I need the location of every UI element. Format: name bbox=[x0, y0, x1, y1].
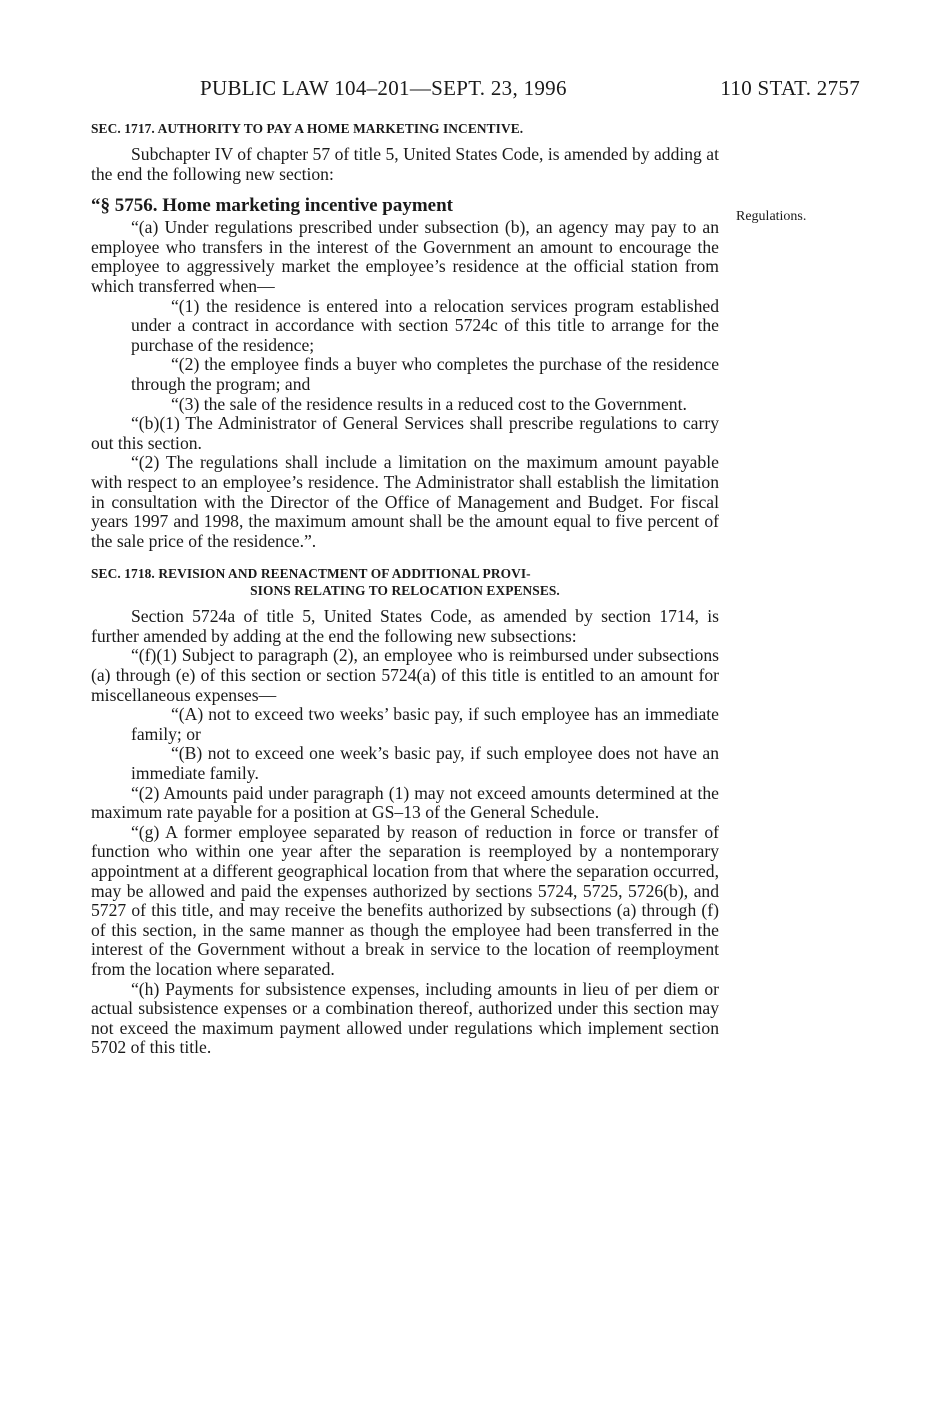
section-1717-heading: SEC. 1717. AUTHORITY TO PAY A HOME MARKETING INCENTIVE. bbox=[91, 121, 524, 136]
section-5756-caption: “§ 5756. Home marketing incentive payment bbox=[91, 195, 454, 217]
section-1718-intro: Section 5724a of title 5, United States Code, as amended by section 1714, is further amended by adding at the end the following new subsections: bbox=[91, 606, 719, 646]
paragraph-b2: “(2) The regulations shall include a limitation on the maximum amount payable with respect to an employee’s residence. The Administrator shall establish the limitation in consultation with the Director of the Office of Management and Budget. For fiscal years 1997 and 1998, the maximum amount shall be the amount equal to five percent of the sale price of the residence.”. bbox=[91, 452, 719, 551]
paragraph-a3: “(3) the sale of the residence results in a reduced cost to the Government. bbox=[171, 393, 687, 414]
header-law-citation: PUBLIC LAW 104–201—SEPT. 23, 1996 bbox=[200, 76, 567, 100]
paragraph-a2: “(2) the employee finds a buyer who completes the purchase of the residence through the program; and bbox=[131, 354, 719, 394]
text-column bbox=[91, 120, 719, 1058]
header-stat-page: 110 STAT. 2757 bbox=[720, 76, 860, 100]
subsection-b1: “(b)(1) The Administrator of General Services shall prescribe regulations to carry out this section. bbox=[91, 413, 719, 453]
paragraph-f2: “(2) Amounts paid under paragraph (1) may not exceed amounts determined at the maximum rate payable for a position at GS–13 of the General Schedule. bbox=[91, 782, 719, 823]
margin-note-regulations: Regulations. bbox=[736, 209, 807, 224]
subsection-h: “(h) Payments for subsistence expenses, including amounts in lieu of per diem or actual subsistence expenses or a combination thereof, authorized under this section may not exceed the maximum payment allowed under regulations which implement section 5702 of this title. bbox=[91, 978, 719, 1058]
paragraph-a1: “(1) the residence is entered into a relocation services program established under a contract in accordance with section 5724c of this title to arrange for the purchase of the residence; bbox=[131, 295, 719, 355]
subparagraph-fA: “(A) not to exceed two weeks’ basic pay, if such employee has an immediate family; or bbox=[131, 704, 719, 744]
section-1718-heading bbox=[91, 565, 719, 599]
section-1718-heading-line1: SEC. 1718. REVISION AND REENACTMENT OF ADDITIONAL PROVI- bbox=[91, 566, 531, 582]
section-1718-heading-line2: SIONS RELATING TO RELOCATION EXPENSES. bbox=[250, 583, 560, 599]
subsection-f1: “(f)(1) Subject to paragraph (2), an employee who is reimbursed under subsections (a) through (e) of this section or section 5724(a) of this title is entitled to an amount for miscellaneous expenses— bbox=[91, 645, 719, 705]
subparagraph-fB: “(B) not to exceed one week’s basic pay, if such employee does not have an immediate family. bbox=[131, 743, 719, 784]
subsection-g: “(g) A former employee separated by reason of reduction in force or transfer of function who within one year after the separation is reemployed by a nontemporary appointment at a different geographical location from that where the separation occurred, may be allowed and paid the expenses authorized by sections 5724, 5725, 5726(b), and 5727 of this title, and may receive the benefits authorized by subsections (a) through (f) of this section, in the same manner as though the employee had been transferred in the interest of the Government without a break in service to the location of reemployment from the location where separated. bbox=[91, 821, 719, 979]
subsection-a: “(a) Under regulations prescribed under subsection (b), an agency may pay to an employee who transfers in the interest of the Government an amount to encourage the employee to aggressively market the employee’s residence at the official station from which transferred when— bbox=[91, 217, 719, 296]
section-1717-intro: Subchapter IV of chapter 57 of title 5, United States Code, is amended by adding at the end the following new section: bbox=[91, 144, 719, 184]
